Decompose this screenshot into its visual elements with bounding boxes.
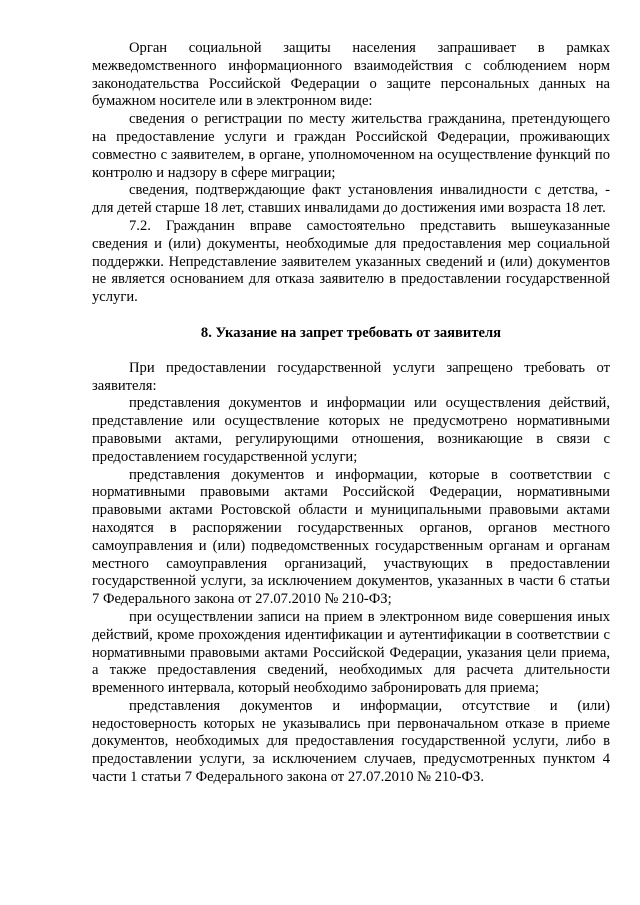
paragraph-prohibition-intro: При предоставлении государственной услуги запрещено требовать от заявителя:: [92, 359, 610, 394]
paragraph-prohibition-4: представления документов и информации, отсутствие и (или) недостоверность которых не указывались при первоначальном отказе в приеме документов, необходимых для предоставления государственной услуги, либо в предоставлении услуги, за исключением случаев, предусмотренных пунктом 4 части 1 статьи 7 Федерального закона от 27.07.2010 № 210-ФЗ.: [92, 697, 610, 786]
paragraph-prohibition-3: при осуществлении записи на прием в электронном виде совершения иных действий, кроме прохождения идентификации и аутентификации в соответствии с нормативными правовыми актами Российской Федерации, указания цели приема, а также предоставления сведений, необходимых для расчета длительности временного интервала, который необходимо забронировать для приема;: [92, 608, 610, 697]
paragraph-prohibition-2: представления документов и информации, которые в соответствии с нормативными правовыми актами Российской Федерации, нормативными правовыми актами Ростовской области и муниципальными правовыми актами находятся в распоряжении государственных органов, органов местного самоуправления и (или) подведомственных государственным органам и органам местного самоуправления организаций, участвующих в предоставлении государственной услуги, за исключением документов, указанных в части 6 статьи 7 Федерального закона от 27.07.2010 № 210-ФЗ;: [92, 466, 610, 608]
paragraph-7-2: 7.2. Гражданин вправе самостоятельно представить вышеуказанные сведения и (или) документы, необходимые для предоставления мер социальной поддержки. Непредставление заявителем указанных сведений и (или) документов не является основанием для отказа заявителю в предоставлении государственной услуги.: [92, 217, 610, 306]
paragraph-prohibition-1: представления документов и информации или осуществления действий, представление или осуществление которых не предусмотрено нормативными правовыми актами, регулирующими отношения, возникающие в связи с предоставлением государственной услуги;: [92, 395, 610, 465]
paragraph-disability: сведения, подтверждающие факт установления инвалидности с детства, - для детей старше 18 лет, ставших инвалидами до достижения ими возраста 18 лет.: [92, 182, 610, 217]
paragraph-intro: Орган социальной защиты населения запрашивает в рамках межведомственного информационного взаимодействия с соблюдением норм законодательства Российской Федерации о защите персональных данных на бумажном носителе или в электронном виде:: [92, 40, 610, 110]
section-8-title: 8. Указание на запрет требовать от заявителя: [200, 324, 502, 341]
section-7-continued: [92, 40, 610, 307]
section-8-body: [92, 360, 610, 787]
paragraph-registration: сведения о регистрации по месту жительства гражданина, претендующего на предоставление услуги и граждан Российской Федерации, проживающих совместно с заявителем, в органе, уполномоченном на осуществление функций по контролю и надзору в сфере миграции;: [92, 111, 610, 181]
